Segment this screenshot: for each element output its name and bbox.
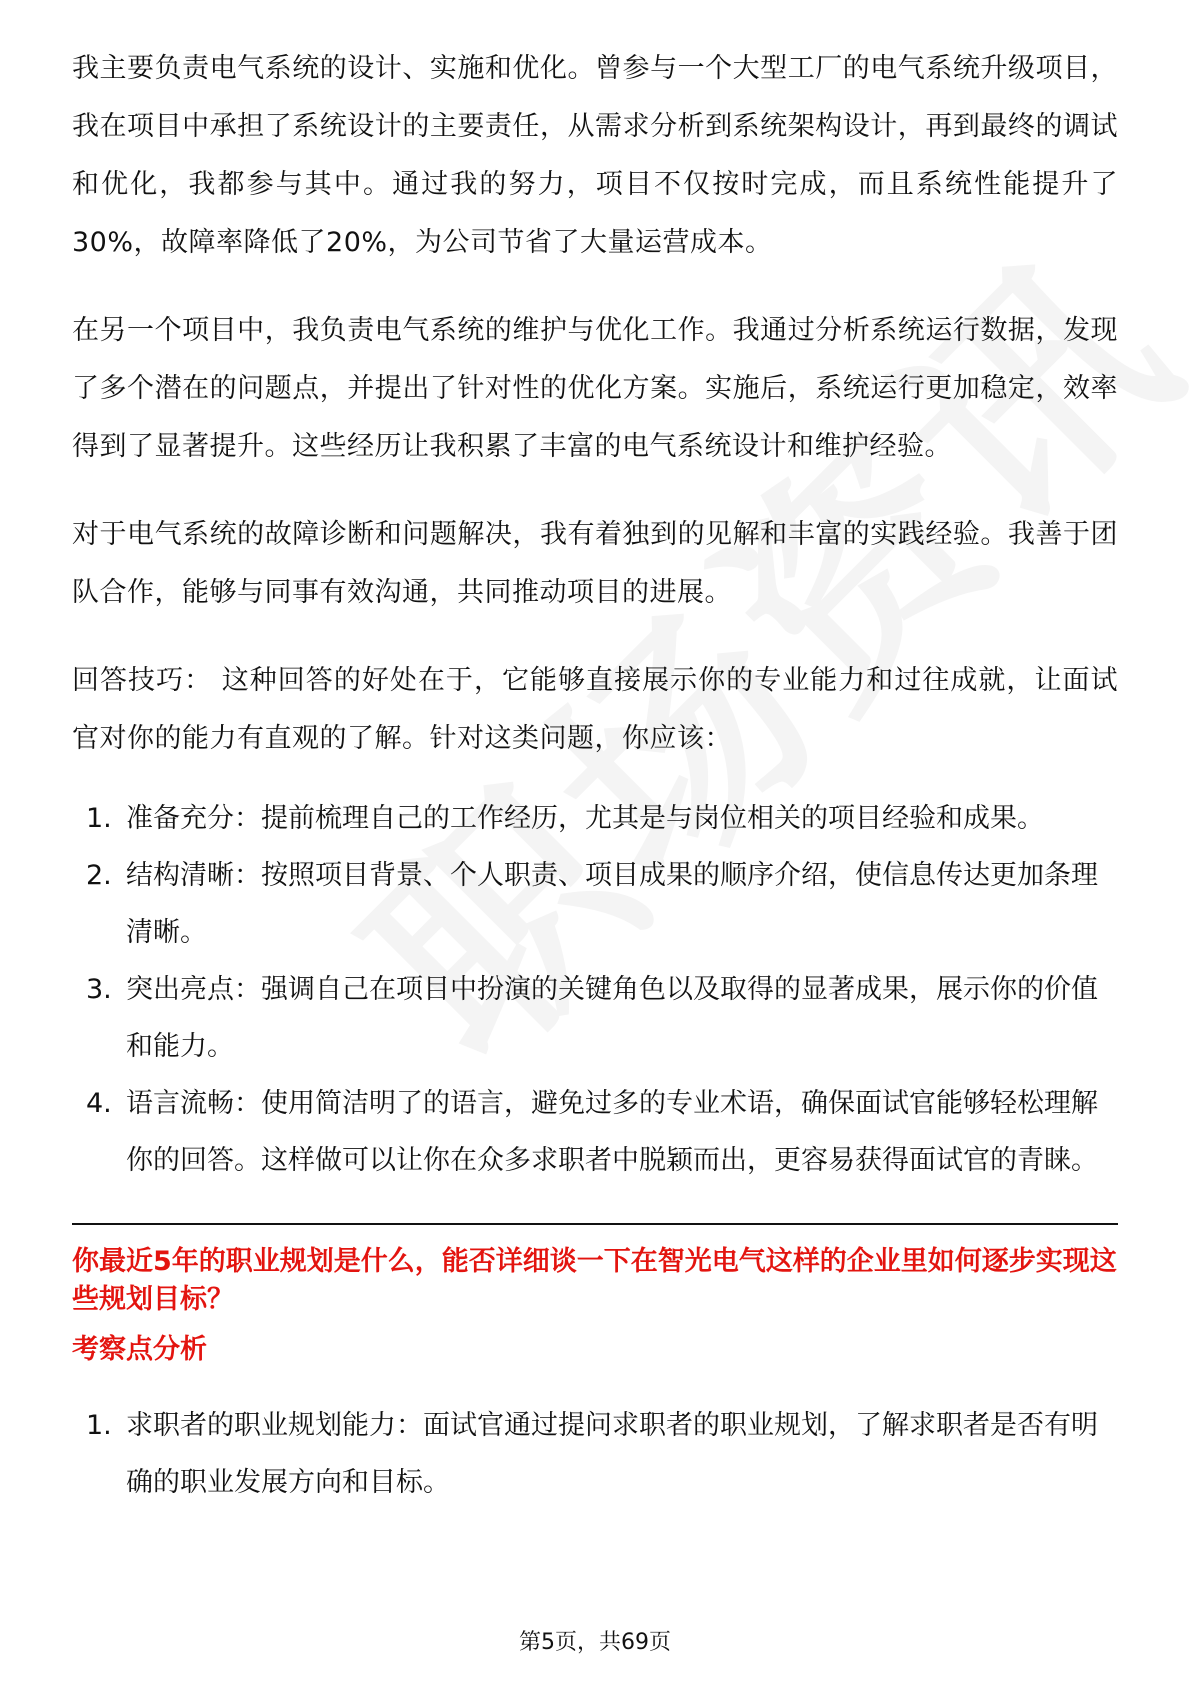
list-text: 突出亮点：强调自己在项目中扮演的关键角色以及取得的显著成果，展示你的价值和能力。 bbox=[126, 974, 1098, 1062]
list-number: 4. bbox=[86, 1088, 112, 1119]
answer-tips-intro: 回答技巧： 这种回答的好处在于，它能够直接展示你的专业能力和过往成就，让面试官对你的能力有直观的了解。针对这类问题，你应该： bbox=[72, 665, 1118, 754]
list-item bbox=[72, 961, 1118, 1075]
list-number: 3. bbox=[86, 974, 112, 1005]
list-text: 求职者的职业规划能力：面试官通过提问求职者的职业规划，了解求职者是否有明确的职业发展方向和目标。 bbox=[126, 1410, 1098, 1498]
list-item bbox=[72, 847, 1118, 961]
page-content bbox=[72, 40, 1118, 1539]
list-item bbox=[72, 1075, 1118, 1189]
interview-question: 你最近5年的职业规划是什么，能否详细谈一下在智光电气这样的企业里如何逐步实现这些规划目标？ bbox=[72, 1246, 1117, 1315]
list-number: 2. bbox=[86, 860, 112, 891]
list-item bbox=[72, 1397, 1118, 1511]
list-text: 结构清晰：按照项目背景、个人职责、项目成果的顺序介绍，使信息传达更加条理清晰。 bbox=[126, 860, 1098, 948]
paragraph: 在另一个项目中，我负责电气系统的维护与优化工作。我通过分析系统运行数据，发现了多个潜在的问题点，并提出了针对性的优化方案。实施后，系统运行更加稳定，效率得到了显著提升。这些经历让我积累了丰富的电气系统设计和维护经验。 bbox=[72, 315, 1118, 462]
tips-list bbox=[72, 790, 1118, 1189]
page-footer: 第5页，共69页 bbox=[519, 1630, 671, 1655]
analysis-heading: 考察点分析 bbox=[72, 1334, 207, 1365]
list-text: 准备充分：提前梳理自己的工作经历，尤其是与岗位相关的项目经验和成果。 bbox=[126, 803, 1044, 834]
list-number: 1. bbox=[86, 803, 112, 834]
list-number: 1. bbox=[86, 1410, 112, 1441]
analysis-list bbox=[72, 1397, 1118, 1511]
list-item bbox=[72, 790, 1118, 847]
paragraph: 对于电气系统的故障诊断和问题解决，我有着独到的见解和丰富的实践经验。我善于团队合作，能够与同事有效沟通，共同推动项目的进展。 bbox=[72, 519, 1118, 608]
section-divider bbox=[72, 1223, 1118, 1225]
paragraph: 我主要负责电气系统的设计、实施和优化。曾参与一个大型工厂的电气系统升级项目，我在项目中承担了系统设计的主要责任，从需求分析到系统架构设计，再到最终的调试和优化，我都参与其中。通过我的努力，项目不仅按时完成，而且系统性能提升了30%，故障率降低了20%，为公司节省了大量运营成本。 bbox=[72, 53, 1118, 258]
list-text: 语言流畅：使用简洁明了的语言，避免过多的专业术语，确保面试官能够轻松理解你的回答。这样做可以让你在众多求职者中脱颖而出，更容易获得面试官的青睐。 bbox=[126, 1088, 1098, 1176]
